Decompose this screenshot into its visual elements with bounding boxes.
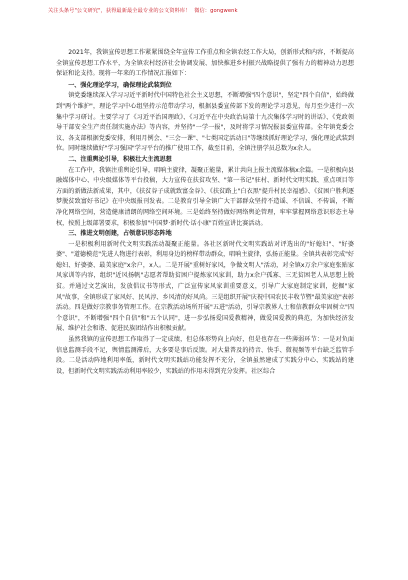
document-body	[56, 48, 354, 377]
section-3-paragraph: 一是积极利用新时代文明实践活动凝聚正能量。各社区新时代文明实践站对评选出的"好媳妇"、"好婆婆"、"道德模范"先进人物进行表彰，利用身边的榜样带动群众，唱响主旋律，弘扬正能量。全镇共表彰完成"好媳妇、好婆婆、最美家庭"x余户，x人。二是开展"重树好家风，争做文明人"活动，对全镇x万余户家庭张贴家风家训等内容，组织"近风扬帆"志愿者帮助贫困户提炼家风家训，助力x余户孤寡、三无贫困老人从思想上脱贫。并通过文艺演出，发放倡议书等形式，广泛宣传家风家训重要意义，引导广大家庭制定家训，挖掘"家风"故事，全镇形成了家风好、民风淳、乡风清的好风尚。三是组织开展"庆祝中国农民丰收节暨"最美家庭"表彰活动。四是做好宗教事务管理工作。在宗教活动场所开展"五进"活动，引导宗教界人士和信教群众牢固树立"四个意识"，不断增强"四个自信"和"五个认同"，进一步弘扬爱国爱教精神，做爱国爱教的典范，为加快经济发展、维护社会和谐、促进民族团结作出积极贡献。	[56, 240, 354, 333]
section-2-heading: 二、注重舆论引导，积极壮大主流思想	[68, 155, 172, 163]
banner-promo-text: 关注头条号"公文研究"，获得最新最全最专业的公文资料库！	[48, 8, 191, 14]
header-banner	[48, 6, 360, 17]
summary-paragraph: 虽然我镇的宣传思想工作取得了一定成绩，但总体形势向上向好，但是也存在一些薄弱环节：一是对负面信息监测手段不足，舆情监测滞后，大多要是事后反馈。对大量普及的持音、快手、微视频等平台缺乏监管手段。二是活动阵地利用率低，新时代文明实践站功能发挥不充分，全镇虽然建成了实践分中心、实践站的建设，但新时代文明实践活动利用率较少，实践站的作用未得到充分发挥。社区综合	[56, 336, 354, 375]
intro-paragraph: 2021年，我镇宣传思想工作紧紧围绕全年宣传工作重点和全镇农经工作大局，创新形式和内容，不断提高全镇宣传思想工作水平，为全镇农村经济社会协调发展、加快推进乡村振兴战略提供了强有力的精神动力思想保证和论支持。现将一年来的工作情况汇报如下：	[56, 49, 354, 78]
banner-wechat-text: 微信：gongwenk	[194, 8, 238, 14]
section-1-heading: 一、强化理论学习，确保理论武装到位	[68, 81, 172, 89]
section-1-paragraph: 镇党委继续深入学习习近平新时代中国特色社会主义思想，不断增强"四个意识"，坚定"四个自信"，始终做到"两个维护"，理论学习中心组坚持示范带动学习，根据县委宣传部下发的理论学习意见，每月至少进行一次集中学习研讨。主要学习了《习近平治国理政》、《习近平在中央政治局第十九次集体学习时的讲话》、《党政领导干部安全生产责任制实施办法》等内容，并坚持"一学一报"，及时将学习情况报县委宣传部。全年镇党委会议、各支部根据党委安排，利用月例会、"三会一课"、"七类国定活动日"等继续抓好理论学习，强化理论武装到位。同时继续做好"学习强国"学习平台的推广使用工作，截至目前，全镇注册学员总数为x余人。	[56, 92, 354, 153]
section-2-paragraph: 在工作中，我镇注重舆论引导，唱响主旋律，凝聚正能量，累计共向上报主流媒体稿x余篇。一是积极向县融媒体中心、中央级媒体等平台投稿，大力宣传在扶贫攻坚、"第一书记"驻村、新时代文明实践、重点项目等方面的新做法新成果，其中，《扶贫谷子成就致富金谷》、《扶贫路上"白衣黑"提升村民幸福感》、《贫困户胜利逐梦脱贫致富好书记》在中央级报刊发表。二是教育引导全镇广大干部群众坚持不造谣、不信谣、不传谣，不断净化网络空间，营造健康清朗的网络空间环境。三是始终坚持做好网络舆论管理，牢牢掌握网络意识形态主导权，按照上级部署要求，积极参加"中国梦·新时代·话小康"百姓宣讲比赛活动。	[56, 166, 354, 227]
section-3-heading: 三、推进文明创建，占领意识形态阵地	[68, 230, 172, 238]
